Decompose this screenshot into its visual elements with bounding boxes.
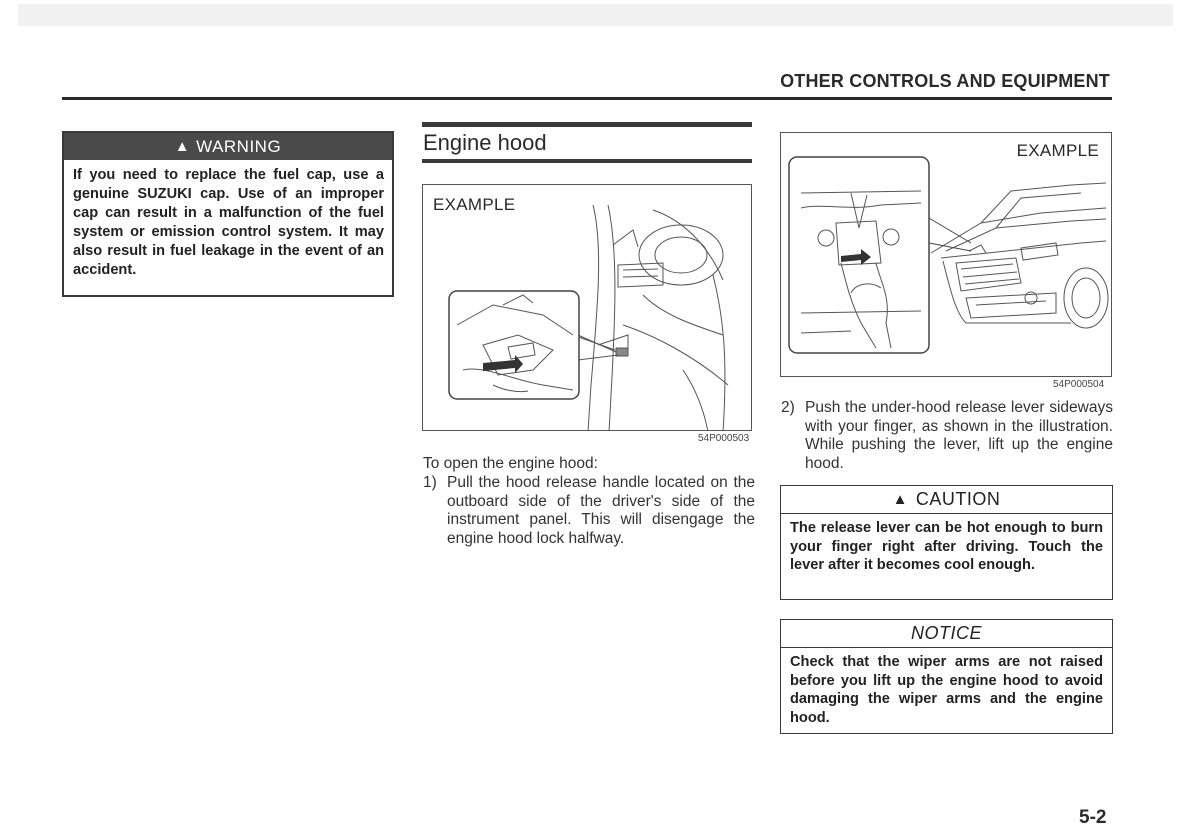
step-2: [781, 399, 1113, 473]
figure-code: 54P000504: [1053, 379, 1105, 390]
header-rule: [62, 97, 1112, 100]
caution-text: The release lever can be hot enough to burn your finger right after driving. Touch the lever after it becomes cool enough.: [790, 520, 1103, 573]
step-1: [423, 474, 755, 548]
warning-text: If you need to replace the fuel cap, use a genuine SUZUKI cap. Use of an improper cap can result in a malfunction of the fuel system or emission control system. It may also result in fuel leakage in the event of an accident.: [73, 167, 384, 278]
step-text: Pull the hood release handle located on the outboard side of the driver's side of the instrument panel. This will disengage the engine hood lock halfway.: [447, 474, 755, 547]
figure-example-label: EXAMPLE: [433, 195, 516, 214]
section-title: Engine hood: [423, 130, 547, 155]
warning-triangle-icon: ▲: [174, 138, 191, 155]
warning-box: [62, 131, 394, 297]
car-front-drawing: [781, 133, 1112, 377]
notice-text: Check that the wiper arms are not raised before you lift up the engine hood to avoid damaging the wiper arms and the engine hood.: [790, 654, 1103, 726]
figure-example-label: EXAMPLE: [1016, 141, 1099, 160]
chapter-title: OTHER CONTROLS AND EQUIPMENT: [780, 71, 1110, 91]
step-text: Push the under-hood release lever sideways with your finger, as shown in the illustration. While pushing the lever, lift up the engine hood.: [805, 399, 1113, 472]
page-number: 5-2: [1079, 807, 1107, 828]
hood-release-handle-illustration: [422, 184, 752, 431]
scan-shade: [18, 4, 1173, 26]
caution-heading-label: CAUTION: [915, 489, 1001, 509]
caution-box: [780, 485, 1113, 600]
dashboard-drawing: [423, 185, 752, 431]
caution-heading: [781, 486, 1112, 514]
figure-code: 54P000503: [698, 433, 750, 444]
section-bottom-rule: [422, 159, 752, 163]
notice-box: [780, 619, 1113, 734]
warning-heading: [64, 133, 392, 160]
warning-heading-label: WARNING: [196, 136, 282, 156]
notice-heading: NOTICE: [781, 620, 1112, 648]
warning-triangle-icon: ▲: [892, 491, 908, 508]
intro-text: To open the engine hood:: [423, 455, 598, 472]
section-top-rule: [422, 122, 752, 127]
under-hood-lever-illustration: [780, 132, 1112, 377]
step-number: 2): [781, 399, 795, 416]
step-number: 1): [423, 474, 437, 491]
